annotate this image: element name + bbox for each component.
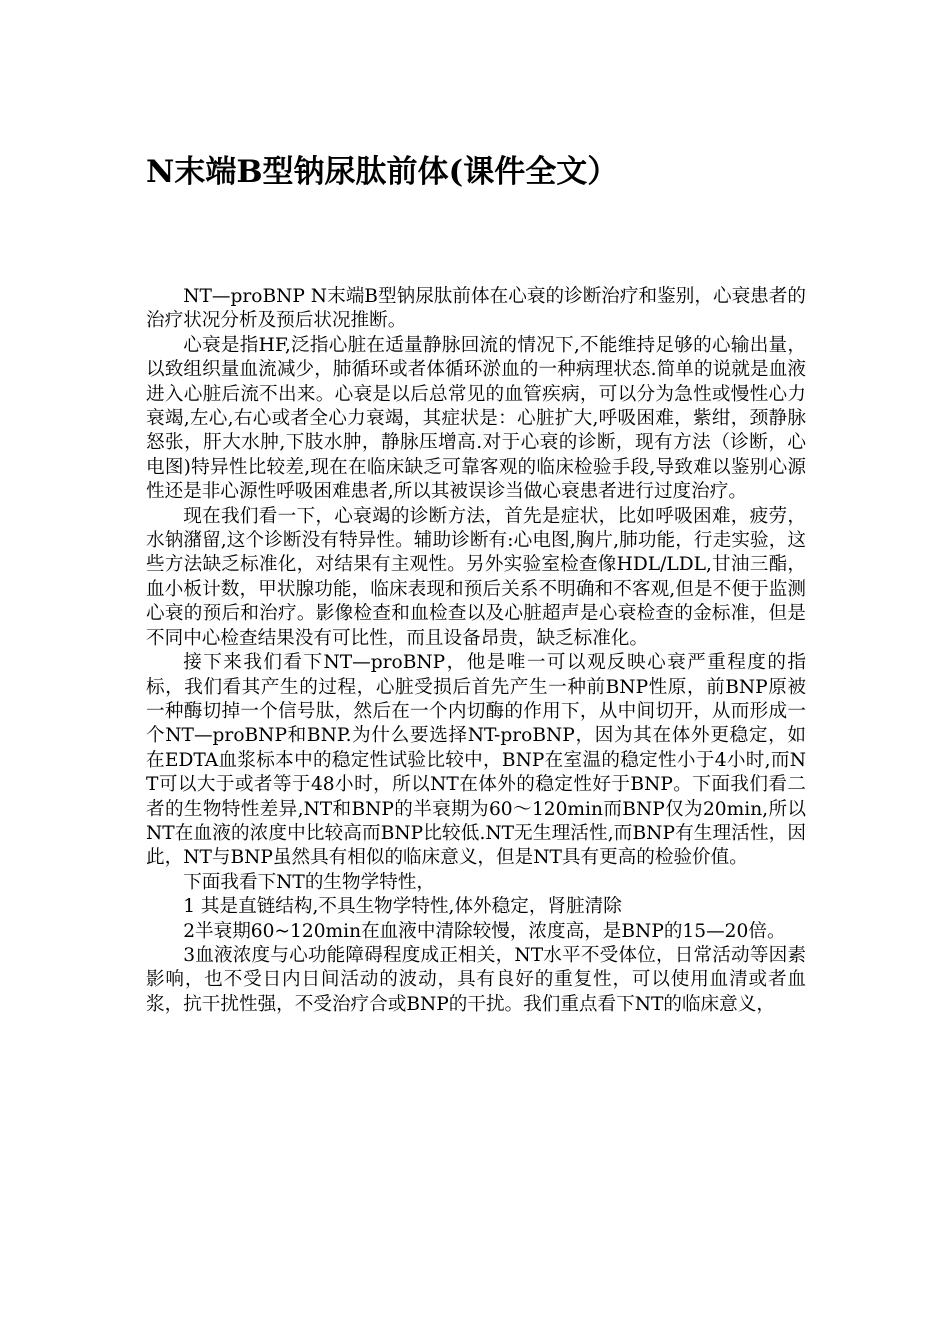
- paragraph-property-2: 2半衰期60~120min在血液中清除较慢，浓度高，是BNP的15—20倍。: [183, 920, 786, 942]
- document-body: [146, 285, 806, 1017]
- paragraph-property-3: 3血液浓度与心功能障碍程度成正相关，NT水平不受体位，日常活动等因素影响，也不受日内日间活动的波动，具有良好的重复性，可以使用血清或者血浆，抗干扰性强，不受治疗合或BNP的干扰。我们重点看下NT的临床意义，: [146, 944, 806, 1015]
- paragraph-intro: NT—proBNP N末端B型钠尿肽前体在心衰的诊断治疗和鉴别，心衰患者的治疗状况分析及预后状况推断。: [146, 286, 806, 332]
- paragraph-diagnosis-methods: 现在我们看一下，心衰竭的诊断方法，首先是症状，比如呼吸困难，疲劳，水钠潴留,这个诊断没有特异性。辅助诊断有:心电图,胸片,肺功能，行走实验，这些方法缺乏标准化，对结果有主观性。另外实验室检查像HDL/LDL,甘油三酯，血小板计数，甲状腺功能，临床表现和预后关系不明确和不客观,但是不便于监测心衰的预后和治疗。影像检查和血检查以及心脏超声是心衰检查的金标准，但是不同中心检查结果没有可比性，而且设备昂贵，缺乏标准化。: [146, 505, 806, 649]
- paragraph-heart-failure-definition: 心衰是指HF,泛指心脏在适量静脉回流的情况下,不能维持足够的心输出量，以致组织量血流减少，肺循环或者体循环淤血的一种病理状态.简单的说就是血液进入心脏后流不出来。心衰是以后总常见的血管疾病，可以分为急性或慢性心力衰竭,左心,右心或者全心力衰竭，其症状是：心脏扩大,呼吸困难，紫绀，颈静脉怒张，肝大水肿,下肢水肿，静脉压增高.对于心衰的诊断，现有方法（诊断，心电图)特异性比较差,现在在临床缺乏可靠客观的临床检验手段,导致难以鉴别心源性还是非心源性呼吸困难患者,所以其被误诊当做心衰患者进行过度治疗。: [146, 334, 806, 503]
- paragraph-biological-properties-intro: 下面我看下NT的生物学特性，: [183, 871, 435, 893]
- document-title: N末端B型钠尿肽前体(课件全文）: [146, 154, 619, 190]
- paragraph-nt-probnp-overview: 接下来我们看下NT—proBNP，他是唯一可以观反映心衰严重程度的指标，我们看其产生的过程，心脏受损后首先产生一种前BNP性原，前BNP原被一种酶切掉一个信号肽，然后在一个内切酶的作用下，从中间切开，从而形成一个NT—proBNP和BNP.为什么要选择NT-proBNP，因为其在体外更稳定，如在EDTA血浆标本中的稳定性试验比较中，BNP在室温的稳定性小于4小时,而NT可以大于或者等于48小时，所以NT在体外的稳定性好于BNP。下面我们看二者的生物特性差异,NT和BNP的半衰期为60～120min而BNP仅为20min,所以NT在血液的浓度中比较高而BNP比较低.NT无生理活性,而BNP有生理活性，因此，NT与BNP虽然具有相似的临床意义，但是NT具有更高的检验价值。: [146, 652, 806, 869]
- paragraph-property-1: 1 其是直链结构,不具生物学特性,体外稳定，肾脏清除: [183, 896, 622, 918]
